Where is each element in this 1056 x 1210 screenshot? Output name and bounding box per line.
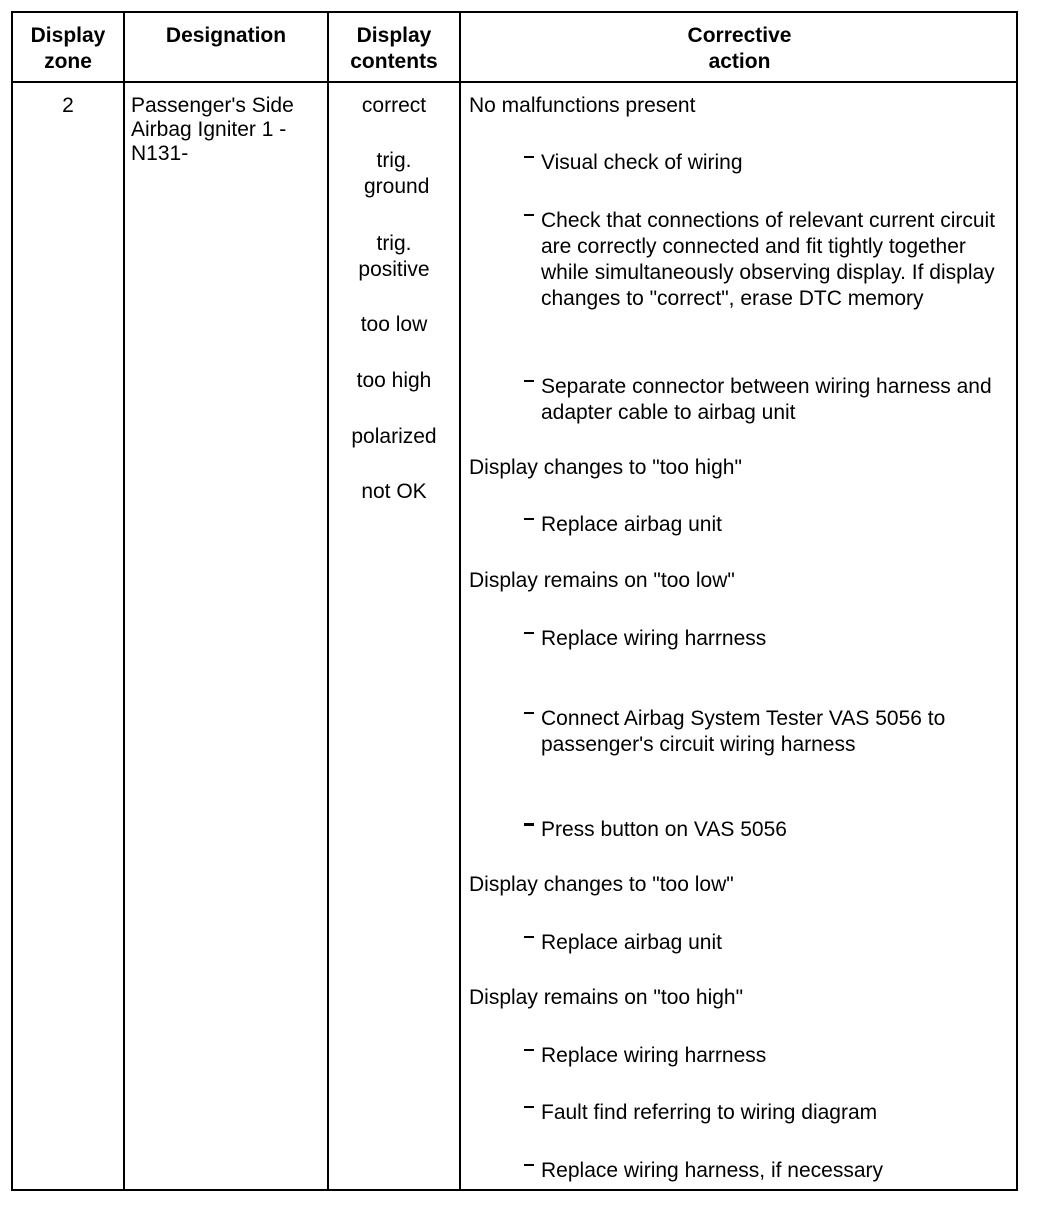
designation-line: Passenger's Side [131,94,294,117]
action-step: Connect Airbag System Tester VAS 5056 to passenger's circuit wiring harness [541,706,1015,758]
display-content-polarized: polarized [351,425,437,448]
header-display-zone: Display zone [30,24,106,73]
display-content-trig-ground: trig. ground [364,149,430,198]
action-step: Visual check of wiring [541,151,743,174]
action-heading: No malfunctions present [469,94,696,117]
action-step: Press button on VAS 5056 [541,818,787,841]
column-divider [123,13,125,1189]
action-heading: Display changes to "too high" [469,456,742,479]
display-content-too-low: too low [360,313,428,336]
action-step: Replace wiring harrness [541,1044,767,1067]
display-content-not-ok: not OK [361,480,427,503]
header-divider [13,81,1016,83]
action-step: Replace airbag unit [541,931,722,954]
action-heading: Display changes to "too low" [469,873,734,896]
action-step: Check that connections of relevant current circuit are correctly connected and fit tightly together while simultaneously observing display. If display changes to "correct", erase DTC memory [541,208,1015,312]
display-content-trig-positive: trig. positive [358,232,430,281]
display-content-too-high: too high [356,369,432,392]
action-step: Separate connector between wiring harness and adapter cable to airbag unit [541,374,1015,426]
action-step: Replace wiring harrness [541,627,767,650]
action-step: Replace wiring harness, if necessary [541,1159,883,1182]
designation-line: Airbag Igniter 1 - [131,118,287,141]
action-step: Fault find referring to wiring diagram [541,1101,878,1124]
action-step: Replace airbag unit [541,513,722,536]
column-divider [459,13,461,1189]
display-content-correct: correct [361,94,427,117]
designation-value [131,93,294,167]
header-display-contents: Display contents [350,24,438,73]
display-zone-value: 2 [62,94,74,117]
header-designation: Designation [165,24,287,47]
action-heading: Display remains on "too high" [469,986,744,1009]
header-corrective-action: Corrective action [687,24,792,73]
action-heading: Display remains on "too low" [469,569,735,592]
designation-line: N131- [131,142,189,165]
diagnostic-table [11,11,1018,1191]
